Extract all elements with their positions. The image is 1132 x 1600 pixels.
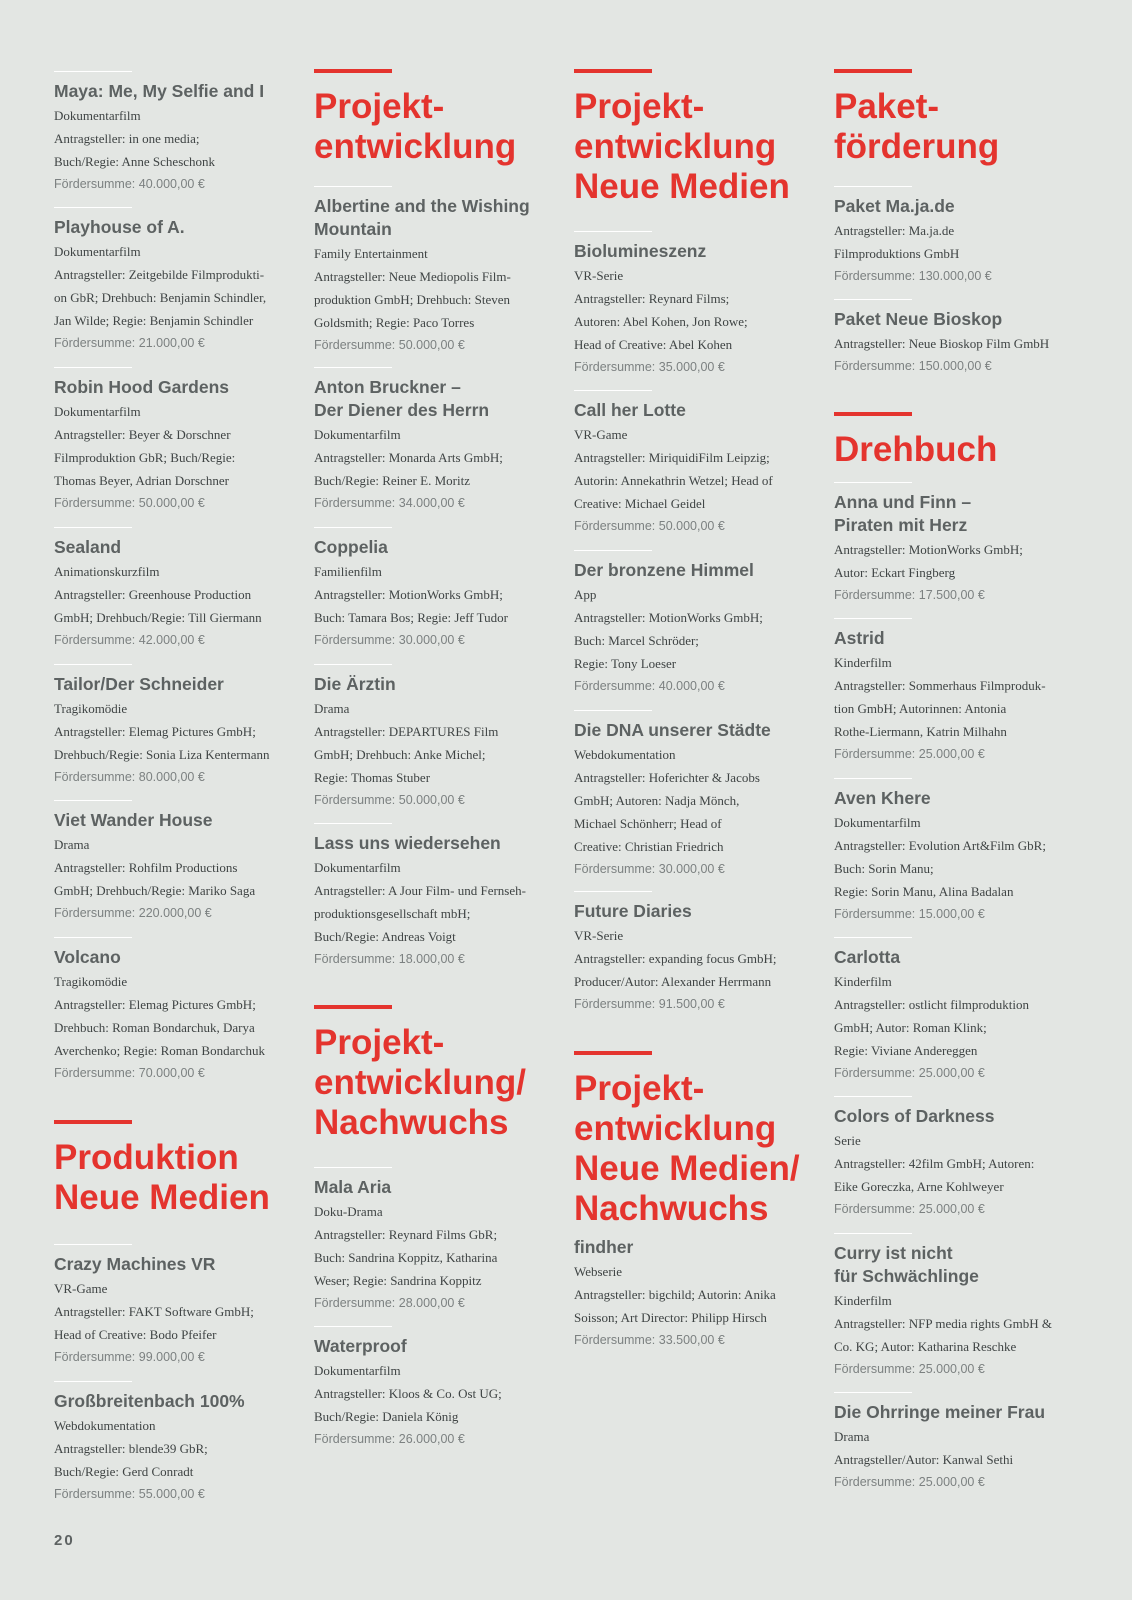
section-title: Projekt- entwicklung/ Nachwuchs: [314, 1023, 526, 1142]
entry-genre: VR-Game: [574, 427, 628, 442]
entry-title: Playhouse of A.: [54, 217, 185, 237]
entry-sum: Fördersumme: 15.000,00 €: [834, 907, 985, 921]
entry-title: Paket Neue Bioskop: [834, 309, 1003, 329]
entry-title: Paket Ma.ja.de: [834, 196, 955, 216]
section-drehbuch: [834, 412, 1084, 470]
entry: [314, 527, 550, 651]
entry-title: Waterproof: [314, 1336, 407, 1356]
entry-sum: Fördersumme: 25.000,00 €: [834, 1202, 985, 1216]
divider: [574, 710, 652, 711]
divider: [834, 299, 912, 300]
entry-details: Antragsteller: Rohfilm Productions GmbH; Drehbuch/Regie: Mariko Saga: [54, 860, 256, 898]
section-bar: [54, 1120, 132, 1124]
entry-details: Antragsteller: Elemag Pictures GmbH; Drehbuch: Roman Bondarchuk, Darya Averchenko; Regie: Roman Bondarchuk: [54, 997, 265, 1058]
entry-title: Albertine and the Wishing Mountain: [314, 196, 530, 239]
entry: [54, 207, 290, 354]
entry: [574, 891, 810, 1015]
section-title: Projekt- entwicklung: [314, 87, 517, 166]
divider: [574, 390, 652, 391]
entry: [54, 71, 290, 195]
entry-sum: Fördersumme: 18.000,00 €: [314, 952, 465, 966]
entry-genre: Drama: [834, 1429, 870, 1444]
entry-title: Biolumineszenz: [574, 241, 707, 261]
entry-details: Antragsteller: MotionWorks GmbH; Autor: Eckart Fingberg: [834, 542, 1023, 580]
entry-details: Antragsteller: ostlicht filmproduktion GmbH; Autor: Roman Klink; Regie: Viviane Andereggen: [834, 997, 1029, 1058]
entry-title: Volcano: [54, 947, 121, 967]
entry: [574, 550, 810, 697]
divider: [834, 1392, 912, 1393]
divider: [834, 1233, 912, 1234]
divider: [834, 482, 912, 483]
entry-title: Astrid: [834, 628, 885, 648]
entry-title: Großbreitenbach 100%: [54, 1391, 245, 1411]
entry-details: Antragsteller: A Jour Film- und Fernseh- produktionsgesellschaft mbH; Buch/Regie: Andreas Voigt: [314, 883, 526, 944]
entry-details: Antragsteller: MotionWorks GmbH; Buch: Tamara Bos; Regie: Jeff Tudor: [314, 587, 508, 625]
entry-details: Antragsteller: expanding focus GmbH; Producer/Autor: Alexander Herrmann: [574, 951, 777, 989]
entry: [834, 1392, 1070, 1493]
entry-sum: Fördersumme: 26.000,00 €: [314, 1432, 465, 1446]
divider: [314, 367, 392, 368]
entry-details: Antragsteller: Hoferichter & Jacobs GmbH; Autoren: Nadja Mönch, Michael Schönherr; Head of Creative: Christian Friedrich: [574, 770, 760, 854]
section-projektentwicklung-neue-medien: [574, 69, 824, 207]
divider: [834, 778, 912, 779]
divider: [834, 1096, 912, 1097]
entry-details: Antragsteller: Kloos & Co. Ost UG; Buch/Regie: Daniela König: [314, 1386, 502, 1424]
divider: [574, 231, 652, 232]
entry-sum: Fördersumme: 91.500,00 €: [574, 997, 725, 1011]
entry: [54, 527, 290, 651]
page-number: 20: [54, 1532, 75, 1549]
entry-genre: VR-Serie: [574, 928, 624, 943]
divider: [834, 937, 912, 938]
entry-details: Antragsteller: Sommerhaus Filmproduk- tion GmbH; Autorinnen: Antonia Rothe-Liermann, Katrin Milhahn: [834, 678, 1046, 739]
entry-genre: Doku-Drama: [314, 1204, 383, 1219]
entry-sum: Fördersumme: 50.000,00 €: [54, 496, 205, 510]
entry-title: Maya: Me, My Selfie and I: [54, 81, 265, 101]
entry: [54, 664, 290, 788]
entry-title: Mala Aria: [314, 1177, 392, 1197]
divider: [314, 527, 392, 528]
entry: [834, 186, 1070, 287]
entry-sum: Fördersumme: 25.000,00 €: [834, 747, 985, 761]
entry-details: Antragsteller: MotionWorks GmbH; Buch: Marcel Schröder; Regie: Tony Loeser: [574, 610, 763, 671]
entry: [54, 800, 290, 924]
entry-genre: Kinderfilm: [834, 974, 892, 989]
entry-sum: Fördersumme: 34.000,00 €: [314, 496, 465, 510]
divider: [54, 71, 132, 72]
entry: [314, 186, 550, 356]
entry-sum: Fördersumme: 150.000,00 €: [834, 359, 992, 373]
entry-details: Antragsteller: in one media; Buch/Regie: Anne Scheschonk: [54, 131, 216, 169]
entry-sum: Fördersumme: 30.000,00 €: [574, 862, 725, 876]
entry: [574, 1236, 810, 1351]
entry-title: Anton Bruckner – Der Diener des Herrn: [314, 377, 490, 420]
entry-genre: Familienfilm: [314, 564, 382, 579]
entry-sum: Fördersumme: 40.000,00 €: [54, 177, 205, 191]
entry: [574, 390, 810, 537]
entry-genre: Family Entertainment: [314, 246, 428, 261]
entry-title: Viet Wander House: [54, 810, 213, 830]
entry: [574, 231, 810, 378]
divider: [834, 618, 912, 619]
entry-details: Antragsteller: NFP media rights GmbH & Co. KG; Autor: Katharina Reschke: [834, 1316, 1052, 1354]
divider: [314, 1167, 392, 1168]
entry-genre: Dokumentarfilm: [54, 108, 141, 123]
entry-genre: Drama: [314, 701, 350, 716]
entry-genre: Animationskurzfilm: [54, 564, 160, 579]
divider: [574, 550, 652, 551]
section-bar: [574, 69, 652, 73]
entry-genre: App: [574, 587, 597, 602]
entry-sum: Fördersumme: 55.000,00 €: [54, 1487, 205, 1501]
entry-sum: Fördersumme: 220.000,00 €: [54, 906, 212, 920]
divider: [314, 186, 392, 187]
entry-sum: Fördersumme: 35.000,00 €: [574, 360, 725, 374]
entry-title: Future Diaries: [574, 901, 692, 921]
entry-genre: Serie: [834, 1133, 861, 1148]
divider: [54, 1244, 132, 1245]
entry-details: Antragsteller: Monarda Arts GmbH; Buch/Regie: Reiner E. Moritz: [314, 450, 503, 488]
entry-title: Lass uns wiedersehen: [314, 833, 501, 853]
entry-title: Carlotta: [834, 947, 901, 967]
entry-sum: Fördersumme: 50.000,00 €: [314, 338, 465, 352]
section-bar: [314, 1005, 392, 1009]
entry-title: Tailor/Der Schneider: [54, 674, 224, 694]
entry: [834, 778, 1070, 925]
entry-details: Antragsteller: Neue Mediopolis Film- produktion GmbH; Drehbuch: Steven Goldsmith; Regie: Paco Torres: [314, 269, 511, 330]
divider: [54, 1381, 132, 1382]
entry-details: Antragsteller: 42film GmbH; Autoren: Eike Goreczka, Arne Kohlweyer: [834, 1156, 1035, 1194]
entry-details: Antragsteller: Greenhouse Production GmbH; Drehbuch/Regie: Till Giermann: [54, 587, 262, 625]
divider: [54, 937, 132, 938]
entry-genre: Webdokumentation: [574, 747, 676, 762]
entry-genre: Drama: [54, 837, 90, 852]
section-bar: [834, 412, 912, 416]
divider: [54, 207, 132, 208]
entry-details: Antragsteller: Elemag Pictures GmbH; Drehbuch/Regie: Sonia Liza Kentermann: [54, 724, 270, 762]
entry-sum: Fördersumme: 33.500,00 €: [574, 1333, 725, 1347]
entry-title: Crazy Machines VR: [54, 1254, 216, 1274]
entry: [314, 1326, 550, 1450]
entry-details: Antragsteller: FAKT Software GmbH; Head of Creative: Bodo Pfeifer: [54, 1304, 254, 1342]
entry-genre: Dokumentarfilm: [314, 427, 401, 442]
entry-title: Robin Hood Gardens: [54, 377, 229, 397]
section-bar: [314, 69, 392, 73]
entry-title: Die Ärztin: [314, 674, 396, 694]
section-title: Paket- förderung: [834, 87, 1000, 166]
entry-genre: Dokumentarfilm: [314, 860, 401, 875]
divider: [54, 367, 132, 368]
section-title: Produktion Neue Medien: [54, 1138, 270, 1217]
divider: [54, 800, 132, 801]
entry-genre: Tragikomödie: [54, 701, 128, 716]
entry-title: Anna und Finn – Piraten mit Herz: [834, 492, 972, 535]
entry-sum: Fördersumme: 42.000,00 €: [54, 633, 205, 647]
entry: [834, 937, 1070, 1084]
entry-title: Der bronzene Himmel: [574, 560, 754, 580]
entry-title: Call her Lotte: [574, 400, 686, 420]
entry-title: Die DNA unserer Städte: [574, 720, 771, 740]
entry: [54, 937, 290, 1084]
section-title: Projekt- entwicklung Neue Medien: [574, 87, 790, 206]
section-paketfoerderung: [834, 69, 1084, 167]
entry-details: Antragsteller: Neue Bioskop Film GmbH: [834, 336, 1050, 351]
entry-title: Colors of Darkness: [834, 1106, 995, 1126]
entry-details: Antragsteller: Ma.ja.de Filmproduktions GmbH: [834, 223, 960, 261]
entry-details: Antragsteller: DEPARTURES Film GmbH; Drehbuch: Anke Michel; Regie: Thomas Stuber: [314, 724, 499, 785]
section-projektentwicklung-neue-medien-nachwuchs: [574, 1051, 824, 1229]
divider: [314, 823, 392, 824]
entry-title: findher: [574, 1237, 634, 1257]
entry-sum: Fördersumme: 80.000,00 €: [54, 770, 205, 784]
entry-details: Antragsteller: bigchild; Autorin: Anika Soisson; Art Director: Philipp Hirsch: [574, 1287, 776, 1325]
entry: [314, 367, 550, 514]
entry-title: Die Ohrringe meiner Frau: [834, 1402, 1046, 1422]
entry-title: Curry ist nicht für Schwächlinge: [834, 1243, 979, 1286]
entry-sum: Fördersumme: 40.000,00 €: [574, 679, 725, 693]
entry: [834, 618, 1070, 765]
entry-details: Antragsteller: Beyer & Dorschner Filmproduktion GbR; Buch/Regie: Thomas Beyer, Adrian Dorschner: [54, 427, 236, 488]
entry-sum: Fördersumme: 130.000,00 €: [834, 269, 992, 283]
entry-details: Antragsteller/Autor: Kanwal Sethi: [834, 1452, 1014, 1467]
entry-sum: Fördersumme: 21.000,00 €: [54, 336, 205, 350]
entry-sum: Fördersumme: 17.500,00 €: [834, 588, 985, 602]
entry-genre: Webdokumentation: [54, 1418, 156, 1433]
section-title: Drehbuch: [834, 430, 998, 469]
section-title: Projekt- entwicklung Neue Medien/ Nachwuchs: [574, 1069, 800, 1228]
entry-genre: Dokumentarfilm: [834, 815, 921, 830]
entry: [54, 367, 290, 514]
entry-details: Antragsteller: blende39 GbR; Buch/Regie: Gerd Conradt: [54, 1441, 208, 1479]
entry-sum: Fördersumme: 25.000,00 €: [834, 1066, 985, 1080]
entry-sum: Fördersumme: 99.000,00 €: [54, 1350, 205, 1364]
section-projektentwicklung: [314, 69, 564, 167]
entry-title: Sealand: [54, 537, 122, 557]
divider: [314, 1326, 392, 1327]
entry-genre: Kinderfilm: [834, 1293, 892, 1308]
section-bar: [574, 1051, 652, 1055]
section-produktion-neue-medien: [54, 1120, 304, 1218]
section-projektentwicklung-nachwuchs: [314, 1005, 564, 1143]
entry-genre: VR-Game: [54, 1281, 108, 1296]
divider: [834, 186, 912, 187]
entry-genre: VR-Serie: [574, 268, 624, 283]
entry-genre: Dokumentarfilm: [54, 404, 141, 419]
entry: [314, 1167, 550, 1314]
entry: [834, 1096, 1070, 1220]
entry-genre: Tragikomödie: [54, 974, 128, 989]
divider: [54, 664, 132, 665]
entry: [314, 664, 550, 811]
entry-sum: Fördersumme: 25.000,00 €: [834, 1362, 985, 1376]
entry-sum: Fördersumme: 70.000,00 €: [54, 1066, 205, 1080]
entry: [834, 1233, 1070, 1380]
entry: [834, 299, 1070, 377]
entry: [54, 1381, 290, 1505]
entry-genre: Kinderfilm: [834, 655, 892, 670]
entry-genre: Dokumentarfilm: [54, 244, 141, 259]
entry-sum: Fördersumme: 50.000,00 €: [314, 793, 465, 807]
entry-details: Antragsteller: Reynard Films GbR; Buch: Sandrina Koppitz, Katharina Weser; Regie: Sandrina Koppitz: [314, 1227, 498, 1288]
entry-title: Aven Khere: [834, 788, 931, 808]
entry: [54, 1244, 290, 1368]
entry-title: Coppelia: [314, 537, 388, 557]
section-bar: [834, 69, 912, 73]
entry-details: Antragsteller: Evolution Art&Film GbR; Buch: Sorin Manu; Regie: Sorin Manu, Alina Badalan: [834, 838, 1046, 899]
divider: [54, 527, 132, 528]
entry-sum: Fördersumme: 30.000,00 €: [314, 633, 465, 647]
divider: [314, 664, 392, 665]
entry-genre: Webserie: [574, 1264, 623, 1279]
entry-genre: Dokumentarfilm: [314, 1363, 401, 1378]
entry: [574, 710, 810, 880]
entry-sum: Fördersumme: 50.000,00 €: [574, 519, 725, 533]
divider: [574, 891, 652, 892]
entry-sum: Fördersumme: 28.000,00 €: [314, 1296, 465, 1310]
entry: [834, 482, 1070, 606]
entry-details: Antragsteller: Reynard Films; Autoren: Abel Kohen, Jon Rowe; Head of Creative: Abel Kohen: [574, 291, 748, 352]
entry-details: Antragsteller: Zeitgebilde Filmprodukti- on GbR; Drehbuch: Benjamin Schindler, Jan Wilde; Regie: Benjamin Schindler: [54, 267, 267, 328]
entry-sum: Fördersumme: 25.000,00 €: [834, 1475, 985, 1489]
entry: [314, 823, 550, 970]
entry-details: Antragsteller: MiriquidiFilm Leipzig; Autorin: Annekathrin Wetzel; Head of Creative: Michael Geidel: [574, 450, 773, 511]
